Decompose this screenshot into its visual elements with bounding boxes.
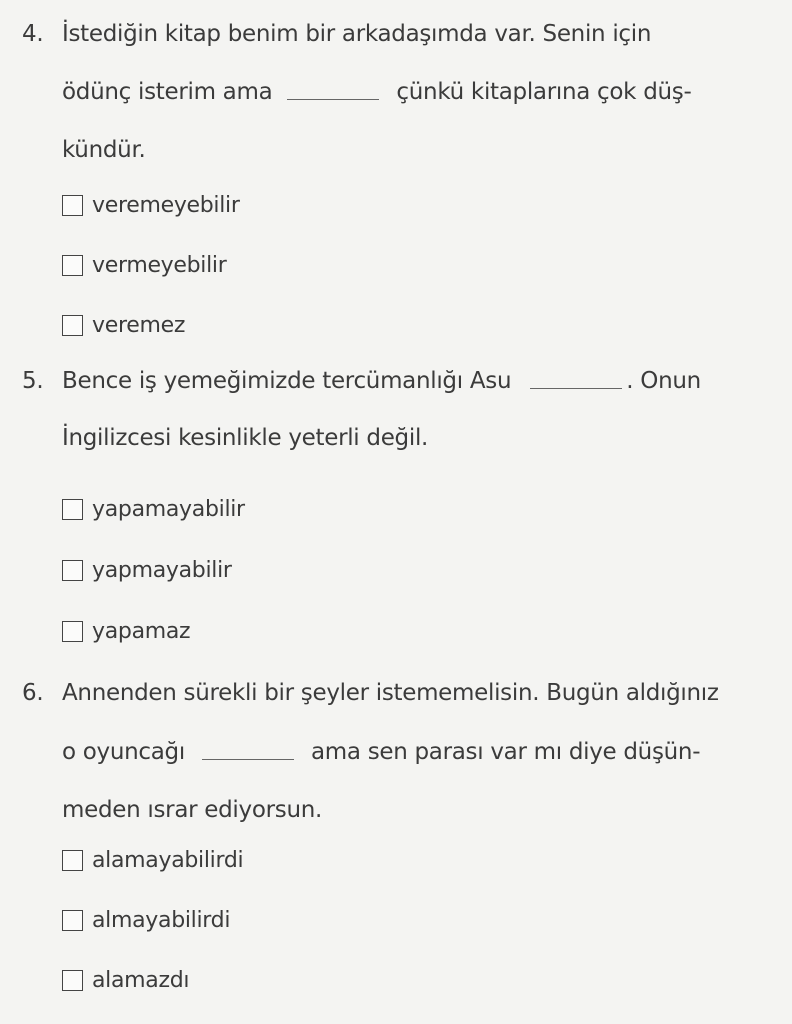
option-label: almayabilirdi xyxy=(92,907,231,933)
question-6-text-1: Annenden sürekli bir şeyler istememelisin. Bugün aldığınız xyxy=(62,680,719,706)
option-label: veremez xyxy=(92,312,186,338)
checkbox[interactable] xyxy=(62,850,83,871)
question-6-option-1[interactable] xyxy=(62,845,243,875)
option-label: vermeyebilir xyxy=(92,252,227,278)
question-5-option-2[interactable] xyxy=(62,555,232,585)
option-label: yapamaz xyxy=(92,618,191,644)
checkbox[interactable] xyxy=(62,195,83,216)
question-5-text-1b: . Onun xyxy=(626,368,701,394)
question-6-line-2 xyxy=(62,737,700,767)
checkbox[interactable] xyxy=(62,315,83,336)
question-4-option-3[interactable] xyxy=(62,310,185,340)
question-6-number: 6. xyxy=(22,680,44,706)
checkbox[interactable] xyxy=(62,560,83,581)
question-5-option-3[interactable] xyxy=(62,616,190,646)
question-4-option-2[interactable] xyxy=(62,250,226,280)
question-6-line-1 xyxy=(22,678,719,708)
question-6-option-3[interactable] xyxy=(62,965,189,995)
checkbox[interactable] xyxy=(62,255,83,276)
question-5-number: 5. xyxy=(22,368,44,394)
option-label: alamayabilirdi xyxy=(92,847,244,873)
question-5-line-1 xyxy=(22,366,701,396)
question-6-text-3: meden ısrar ediyorsun. xyxy=(62,797,323,823)
question-4-blank xyxy=(287,85,379,100)
question-4-text-1: İstediğin kitap benim bir arkadaşımda var. Senin için xyxy=(62,21,652,47)
option-label: yapmayabilir xyxy=(92,557,232,583)
question-5-line-2 xyxy=(62,423,428,453)
question-5-text-1a: Bence iş yemeğimizde tercümanlığı Asu xyxy=(62,368,512,394)
question-6-blank xyxy=(202,745,294,760)
question-4-text-3: kündür. xyxy=(62,137,146,163)
question-5-option-1[interactable] xyxy=(62,494,245,524)
question-4-line-3 xyxy=(62,135,146,165)
option-label: veremeyebilir xyxy=(92,192,240,218)
question-4-option-1[interactable] xyxy=(62,190,240,220)
question-6-line-3 xyxy=(62,795,322,825)
checkbox[interactable] xyxy=(62,910,83,931)
option-label: yapamayabilir xyxy=(92,496,245,522)
question-4-text-2b: çünkü kitaplarına çok düş- xyxy=(396,79,692,105)
question-5-text-2: İngilizcesi kesinlikle yeterli değil. xyxy=(62,425,429,451)
option-label: alamazdı xyxy=(92,967,190,993)
question-6-text-2a: o oyuncağı xyxy=(62,739,185,765)
question-4-text-2a: ödünç isterim ama xyxy=(62,79,273,105)
checkbox[interactable] xyxy=(62,970,83,991)
question-6-text-2b: ama sen parası var mı diye düşün- xyxy=(310,739,701,765)
checkbox[interactable] xyxy=(62,621,83,642)
question-4-line-1 xyxy=(22,19,770,49)
question-4-number: 4. xyxy=(22,21,44,47)
question-4-line-2 xyxy=(62,77,691,107)
question-6-option-2[interactable] xyxy=(62,905,230,935)
checkbox[interactable] xyxy=(62,499,83,520)
question-5-blank xyxy=(530,374,622,389)
